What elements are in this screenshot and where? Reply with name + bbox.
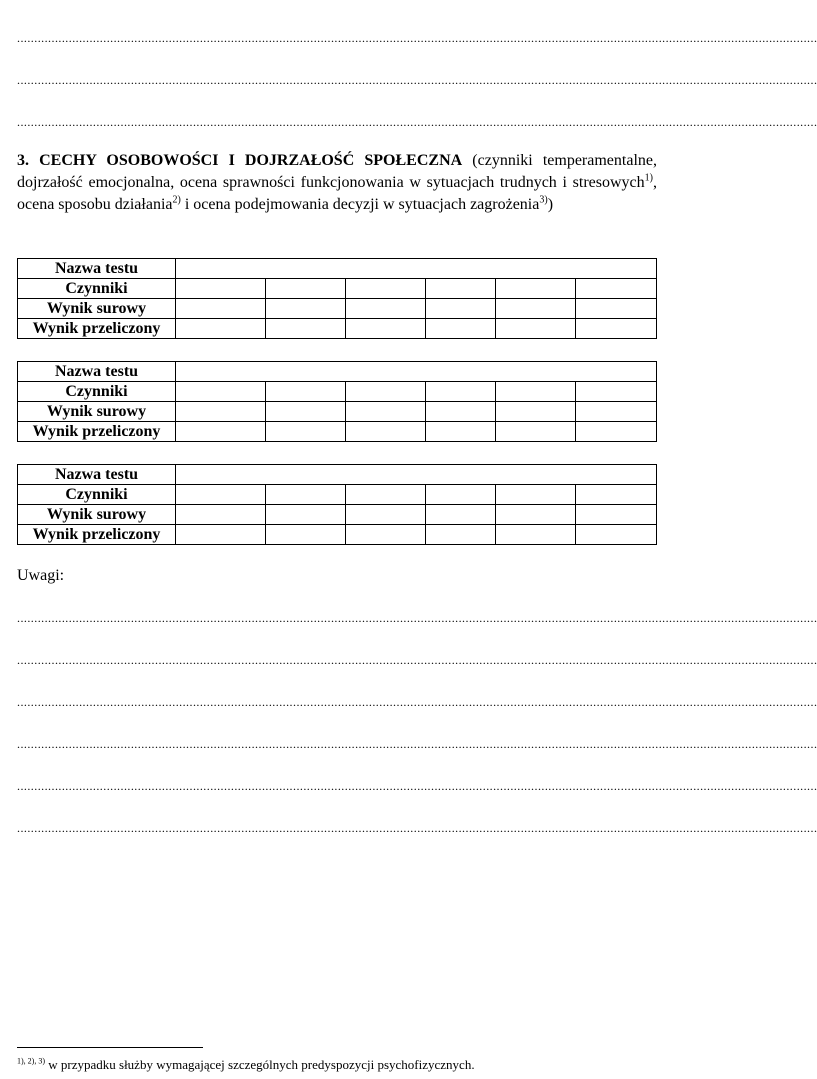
table-cell[interactable] (576, 299, 657, 319)
table-cell[interactable] (176, 485, 266, 505)
table-cell[interactable] (496, 402, 576, 422)
table-cell[interactable] (266, 525, 346, 545)
table-cell[interactable] (176, 259, 657, 279)
row-label: Czynniki (18, 485, 176, 505)
table-cell[interactable] (176, 465, 657, 485)
table-cell[interactable] (266, 422, 346, 442)
section-title: 3. CECHY OSOBOWOŚCI I DOJRZAŁOŚĆ SPOŁECZNA (17, 152, 463, 169)
table-cell[interactable] (176, 299, 266, 319)
footnote (17, 1057, 475, 1073)
row-label: Nazwa testu (18, 465, 176, 485)
table-cell[interactable] (346, 319, 426, 339)
section-desc: i ocena podejmowania decyzji w sytuacjach zagrożenia (180, 196, 540, 213)
table-cell[interactable] (426, 422, 496, 442)
table-row (18, 259, 657, 279)
table-cell[interactable] (426, 505, 496, 525)
table-cell[interactable] (266, 485, 346, 505)
section-desc: (czynniki temperamentalne, dojrzałość emocjonalna, ocena sprawności funkcjonowania w sytuacjach trudnych i stresowych (17, 152, 658, 191)
table-cell[interactable] (176, 422, 266, 442)
table-cell[interactable] (176, 505, 266, 525)
footnote-ref: 1) (644, 172, 653, 184)
table-row (18, 382, 657, 402)
test-table (17, 258, 657, 339)
row-label: Czynniki (18, 382, 176, 402)
remarks-label: Uwagi: (17, 567, 65, 584)
table-cell[interactable] (426, 525, 496, 545)
footnote-separator (17, 1047, 203, 1048)
table-cell[interactable] (266, 279, 346, 299)
table-row (18, 465, 657, 485)
dotted-line: ........................................................................................................................................................................................................................................ (17, 653, 817, 667)
table-cell[interactable] (346, 525, 426, 545)
row-label: Czynniki (18, 279, 176, 299)
table-cell[interactable] (346, 279, 426, 299)
table-cell[interactable] (426, 382, 496, 402)
row-label: Wynik surowy (18, 299, 176, 319)
table-row (18, 525, 657, 545)
table-cell[interactable] (576, 525, 657, 545)
row-label: Wynik przeliczony (18, 422, 176, 442)
table-cell[interactable] (266, 299, 346, 319)
table-cell[interactable] (266, 319, 346, 339)
table-cell[interactable] (576, 485, 657, 505)
section-desc: ) (547, 196, 554, 213)
table-cell[interactable] (496, 525, 576, 545)
dotted-line: ........................................................................................................................................................................................................................................ (17, 695, 817, 709)
table-cell[interactable] (176, 279, 266, 299)
row-label: Nazwa testu (18, 362, 176, 382)
footnote-text: w przypadku służby wymagającej szczególnych predyspozycji psychofizycznych. (45, 1057, 475, 1072)
table-cell[interactable] (496, 382, 576, 402)
table-cell[interactable] (496, 299, 576, 319)
table-cell[interactable] (426, 402, 496, 422)
table-cell[interactable] (176, 525, 266, 545)
row-label: Wynik przeliczony (18, 525, 176, 545)
table-cell[interactable] (346, 505, 426, 525)
table-cell[interactable] (266, 505, 346, 525)
table-cell[interactable] (176, 362, 657, 382)
table-cell[interactable] (576, 422, 657, 442)
table-cell[interactable] (346, 382, 426, 402)
table-row (18, 279, 657, 299)
footnote-ref: 3) (539, 194, 548, 206)
footnote-ref: 2) (172, 194, 181, 206)
table-row (18, 402, 657, 422)
table-cell[interactable] (576, 505, 657, 525)
dotted-line: ........................................................................................................................................................................................................................................ (17, 821, 817, 835)
dotted-line: ........................................................................................................................................................................................................................................ (17, 737, 817, 751)
table-cell[interactable] (346, 402, 426, 422)
row-label: Wynik surowy (18, 402, 176, 422)
table-cell[interactable] (346, 422, 426, 442)
table-cell[interactable] (576, 319, 657, 339)
table-row (18, 422, 657, 442)
table-cell[interactable] (176, 382, 266, 402)
table-cell[interactable] (346, 299, 426, 319)
section-desc: , ocena sposobu działania (17, 174, 657, 213)
table-cell[interactable] (426, 319, 496, 339)
table-cell[interactable] (426, 485, 496, 505)
row-label: Nazwa testu (18, 259, 176, 279)
table-cell[interactable] (266, 402, 346, 422)
dotted-line: ........................................................................................................................................................................................................................................ (17, 73, 817, 87)
table-cell[interactable] (426, 279, 496, 299)
dotted-line: ........................................................................................................................................................................................................................................ (17, 31, 817, 45)
table-cell[interactable] (176, 402, 266, 422)
table-cell[interactable] (496, 422, 576, 442)
table-cell[interactable] (576, 279, 657, 299)
table-cell[interactable] (496, 485, 576, 505)
table-cell[interactable] (346, 485, 426, 505)
table-cell[interactable] (176, 319, 266, 339)
table-cell[interactable] (496, 319, 576, 339)
section-heading (17, 150, 657, 216)
table-row (18, 362, 657, 382)
table-cell[interactable] (266, 382, 346, 402)
footnote-marks: 1), 2), 3) (17, 1056, 45, 1066)
dotted-line: ........................................................................................................................................................................................................................................ (17, 611, 817, 625)
table-cell[interactable] (576, 402, 657, 422)
table-row (18, 505, 657, 525)
test-table (17, 361, 657, 442)
table-cell[interactable] (496, 505, 576, 525)
table-row (18, 299, 657, 319)
table-row (18, 485, 657, 505)
dotted-line: ........................................................................................................................................................................................................................................ (17, 779, 817, 793)
table-row (18, 319, 657, 339)
table-cell[interactable] (576, 382, 657, 402)
table-cell[interactable] (426, 299, 496, 319)
table-cell[interactable] (496, 279, 576, 299)
row-label: Wynik przeliczony (18, 319, 176, 339)
row-label: Wynik surowy (18, 505, 176, 525)
test-table (17, 464, 657, 545)
dotted-line: ........................................................................................................................................................................................................................................ (17, 115, 817, 129)
